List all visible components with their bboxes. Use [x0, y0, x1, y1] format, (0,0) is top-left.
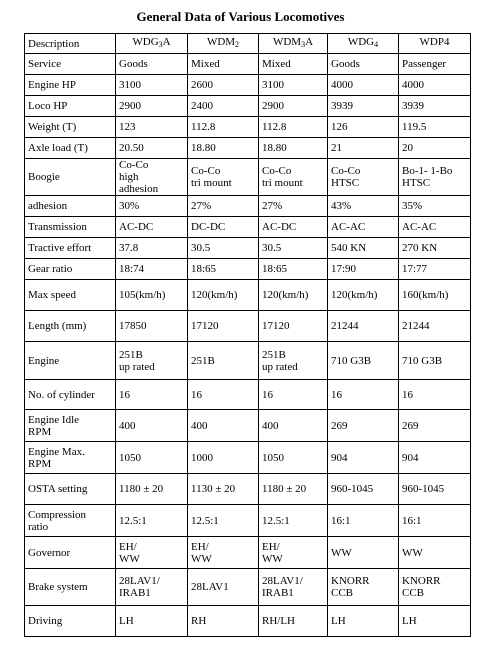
row-label: Weight (T) — [25, 117, 116, 138]
table-cell: 120(km/h) — [188, 280, 259, 311]
table-cell — [116, 569, 188, 606]
table-cell: Goods — [328, 54, 399, 75]
cell-line: WW — [191, 552, 212, 565]
header-col-4: $WDG_4$ — [328, 34, 399, 54]
table-cell: 2400 — [188, 96, 259, 117]
table-row — [25, 238, 471, 259]
table-cell: DC-DC — [188, 217, 259, 238]
table-cell: 17850 — [116, 311, 188, 342]
table-cell: 3939 — [399, 96, 471, 117]
table-cell: Mixed — [188, 54, 259, 75]
table-cell: 20.50 — [116, 138, 188, 159]
row-label: Boogie — [25, 159, 116, 196]
cell-line: up rated — [262, 360, 298, 373]
table-row — [25, 342, 471, 380]
cell-line: Co-Co — [119, 159, 149, 171]
table-cell: 1000 — [188, 442, 259, 474]
table-cell: 123 — [116, 117, 188, 138]
row-label: Gear ratio — [25, 259, 116, 280]
table-cell — [188, 537, 259, 569]
table-row — [25, 380, 471, 410]
cell-line: up rated — [119, 360, 155, 373]
table-cell: 30% — [116, 196, 188, 217]
table-cell: 27% — [188, 196, 259, 217]
row-label: adhesion — [25, 196, 116, 217]
table-row — [25, 410, 471, 442]
table-cell: 21244 — [328, 311, 399, 342]
table-cell: 12.5:1 — [116, 505, 188, 537]
table-cell: AC-AC — [328, 217, 399, 238]
table-cell: WW — [399, 537, 471, 569]
table-cell: 269 — [399, 410, 471, 442]
table-cell: LH — [328, 606, 399, 637]
row-label: Transmission — [25, 217, 116, 238]
table-cell: 37.8 — [116, 238, 188, 259]
table-cell: 960-1045 — [328, 474, 399, 505]
table-cell: 710 G3B — [399, 342, 471, 380]
table-cell: 16 — [399, 380, 471, 410]
cell-line: 28LAV1/ — [262, 575, 303, 587]
cell-line: EH/ — [119, 540, 137, 553]
table-cell: LH — [399, 606, 471, 637]
table-cell: 112.8 — [259, 117, 328, 138]
cell-line: Bo-1- 1-Bo — [402, 165, 453, 177]
table-row — [25, 311, 471, 342]
table-row — [25, 606, 471, 637]
cell-line: Engine Idle — [28, 413, 80, 426]
table-cell: 400 — [259, 410, 328, 442]
cell-line: WW — [262, 552, 283, 565]
cell-line: IRAB1 — [119, 587, 151, 599]
cell-line: HTSC — [331, 177, 360, 189]
cell-line: Compression — [28, 508, 87, 521]
table-cell: 160(km/h) — [399, 280, 471, 311]
table-cell: 105(km/h) — [116, 280, 188, 311]
row-label: Axle load (T) — [25, 138, 116, 159]
table-cell: 17120 — [188, 311, 259, 342]
header-col-3: $WDM_3A$ — [259, 34, 328, 54]
table-cell: 4000 — [399, 75, 471, 96]
table-row — [25, 537, 471, 569]
table-row — [25, 505, 471, 537]
table-cell: 2900 — [116, 96, 188, 117]
table-cell: 18.80 — [188, 138, 259, 159]
row-label: Governor — [25, 537, 116, 569]
table-cell: 17:90 — [328, 259, 399, 280]
table-cell — [116, 537, 188, 569]
table-cell: 960-1045 — [399, 474, 471, 505]
table-row — [25, 569, 471, 606]
table-row — [25, 259, 471, 280]
table-cell: RH — [188, 606, 259, 637]
table-cell: Goods — [116, 54, 188, 75]
table-row — [25, 54, 471, 75]
table-cell: AC-DC — [259, 217, 328, 238]
row-label: Service — [25, 54, 116, 75]
cell-line: 251B — [262, 348, 286, 361]
row-label: Tractive effort — [25, 238, 116, 259]
table-cell: Mixed — [259, 54, 328, 75]
table-cell: 540 KN — [328, 238, 399, 259]
table-cell: 400 — [188, 410, 259, 442]
table-header-row — [25, 34, 471, 54]
table-cell: 16 — [188, 380, 259, 410]
table-cell — [188, 159, 259, 196]
table-cell: 119.5 — [399, 117, 471, 138]
table-cell: 269 — [328, 410, 399, 442]
cell-line: RPM — [28, 457, 52, 470]
cell-line: Co-Co — [331, 165, 361, 177]
cell-line: HTSC — [402, 177, 431, 189]
cell-line: CCB — [402, 587, 425, 599]
table-cell: 904 — [399, 442, 471, 474]
table-cell: WW — [328, 537, 399, 569]
table-cell: 1180 ± 20 — [116, 474, 188, 505]
cell-line: IRAB1 — [262, 587, 294, 599]
row-label: Loco HP — [25, 96, 116, 117]
cell-line: tri mount — [191, 177, 232, 189]
header-col-1: $WDG_3A$ — [116, 34, 188, 54]
table-cell — [399, 159, 471, 196]
row-label — [25, 410, 116, 442]
table-cell: 3100 — [116, 75, 188, 96]
row-label: Brake system — [25, 569, 116, 606]
table-cell: 3100 — [259, 75, 328, 96]
table-cell: 3939 — [328, 96, 399, 117]
table-cell: 16 — [259, 380, 328, 410]
table-cell: 12.5:1 — [188, 505, 259, 537]
cell-line: WW — [119, 552, 140, 565]
table-cell: 400 — [116, 410, 188, 442]
row-label: Driving — [25, 606, 116, 637]
table-cell: 21244 — [399, 311, 471, 342]
cell-line: adhesion — [119, 183, 159, 195]
cell-line: high — [119, 171, 139, 183]
table-cell: 28LAV1 — [188, 569, 259, 606]
table-cell: 30.5 — [259, 238, 328, 259]
cell-line: 28LAV1/ — [119, 575, 160, 587]
table-cell: LH — [116, 606, 188, 637]
table-cell: 18:74 — [116, 259, 188, 280]
table-row — [25, 280, 471, 311]
table-cell — [259, 342, 328, 380]
table-row — [25, 117, 471, 138]
table-cell: 120(km/h) — [259, 280, 328, 311]
table-row — [25, 442, 471, 474]
row-label — [25, 442, 116, 474]
table-cell: 904 — [328, 442, 399, 474]
table-cell: 126 — [328, 117, 399, 138]
table-cell: 120(km/h) — [328, 280, 399, 311]
table-cell: AC-AC — [399, 217, 471, 238]
table-cell: 18.80 — [259, 138, 328, 159]
cell-line: KNORR — [331, 575, 370, 587]
table-cell — [259, 569, 328, 606]
table-cell: 16 — [116, 380, 188, 410]
table-cell: 1050 — [116, 442, 188, 474]
table-cell: 2900 — [259, 96, 328, 117]
table-row — [25, 138, 471, 159]
table-cell: 1180 ± 20 — [259, 474, 328, 505]
cell-line: Co-Co — [262, 165, 292, 177]
table-cell: 35% — [399, 196, 471, 217]
table-cell: 2600 — [188, 75, 259, 96]
row-label: OSTA setting — [25, 474, 116, 505]
table-row — [25, 159, 471, 196]
cell-line: EH/ — [191, 540, 209, 553]
row-label: Max speed — [25, 280, 116, 311]
table-cell — [259, 537, 328, 569]
table-cell: 16 — [328, 380, 399, 410]
table-cell: 1050 — [259, 442, 328, 474]
table-cell: RH/LH — [259, 606, 328, 637]
table-cell: 16:1 — [328, 505, 399, 537]
table-cell: 1130 ± 20 — [188, 474, 259, 505]
table-cell: 18:65 — [188, 259, 259, 280]
table-cell: 710 G3B — [328, 342, 399, 380]
table-cell — [259, 159, 328, 196]
cell-line: Co-Co — [191, 165, 221, 177]
table-cell: 17120 — [259, 311, 328, 342]
table-cell: 12.5:1 — [259, 505, 328, 537]
table-cell: 21 — [328, 138, 399, 159]
cell-line: Engine Max. — [28, 445, 85, 458]
cell-line: RPM — [28, 425, 52, 438]
table-cell: 112.8 — [188, 117, 259, 138]
table-row — [25, 196, 471, 217]
table-cell: 27% — [259, 196, 328, 217]
locomotive-data-table — [24, 33, 471, 637]
table-row — [25, 96, 471, 117]
row-label: Engine — [25, 342, 116, 380]
row-label: No. of cylinder — [25, 380, 116, 410]
header-description: Description — [25, 34, 116, 54]
table-cell: 16:1 — [399, 505, 471, 537]
cell-line: KNORR — [402, 575, 441, 587]
table-cell: 43% — [328, 196, 399, 217]
cell-line: 251B — [119, 348, 143, 361]
document-title: General Data of Various Locomotives — [136, 9, 345, 24]
table-cell: 17:77 — [399, 259, 471, 280]
cell-line: CCB — [331, 587, 354, 599]
table-cell — [399, 569, 471, 606]
cell-line: EH/ — [262, 540, 280, 553]
table-cell: 4000 — [328, 75, 399, 96]
table-row — [25, 75, 471, 96]
table-cell: Passenger — [399, 54, 471, 75]
cell-line: tri mount — [262, 177, 303, 189]
table-cell: 251B — [188, 342, 259, 380]
table-row — [25, 217, 471, 238]
table-cell — [328, 159, 399, 196]
header-col-2: $WDM_2$ — [188, 34, 259, 54]
row-label: Engine HP — [25, 75, 116, 96]
cell-line: ratio — [28, 520, 49, 533]
table-cell: AC-DC — [116, 217, 188, 238]
table-cell: 18:65 — [259, 259, 328, 280]
table-cell — [116, 342, 188, 380]
table-cell: 270 KN — [399, 238, 471, 259]
row-label: Length (mm) — [25, 311, 116, 342]
table-cell — [116, 159, 188, 196]
table-cell: 20 — [399, 138, 471, 159]
header-col-5: WDP4 — [399, 34, 471, 54]
table-cell — [328, 569, 399, 606]
table-row — [25, 474, 471, 505]
row-label — [25, 505, 116, 537]
table-cell: 30.5 — [188, 238, 259, 259]
